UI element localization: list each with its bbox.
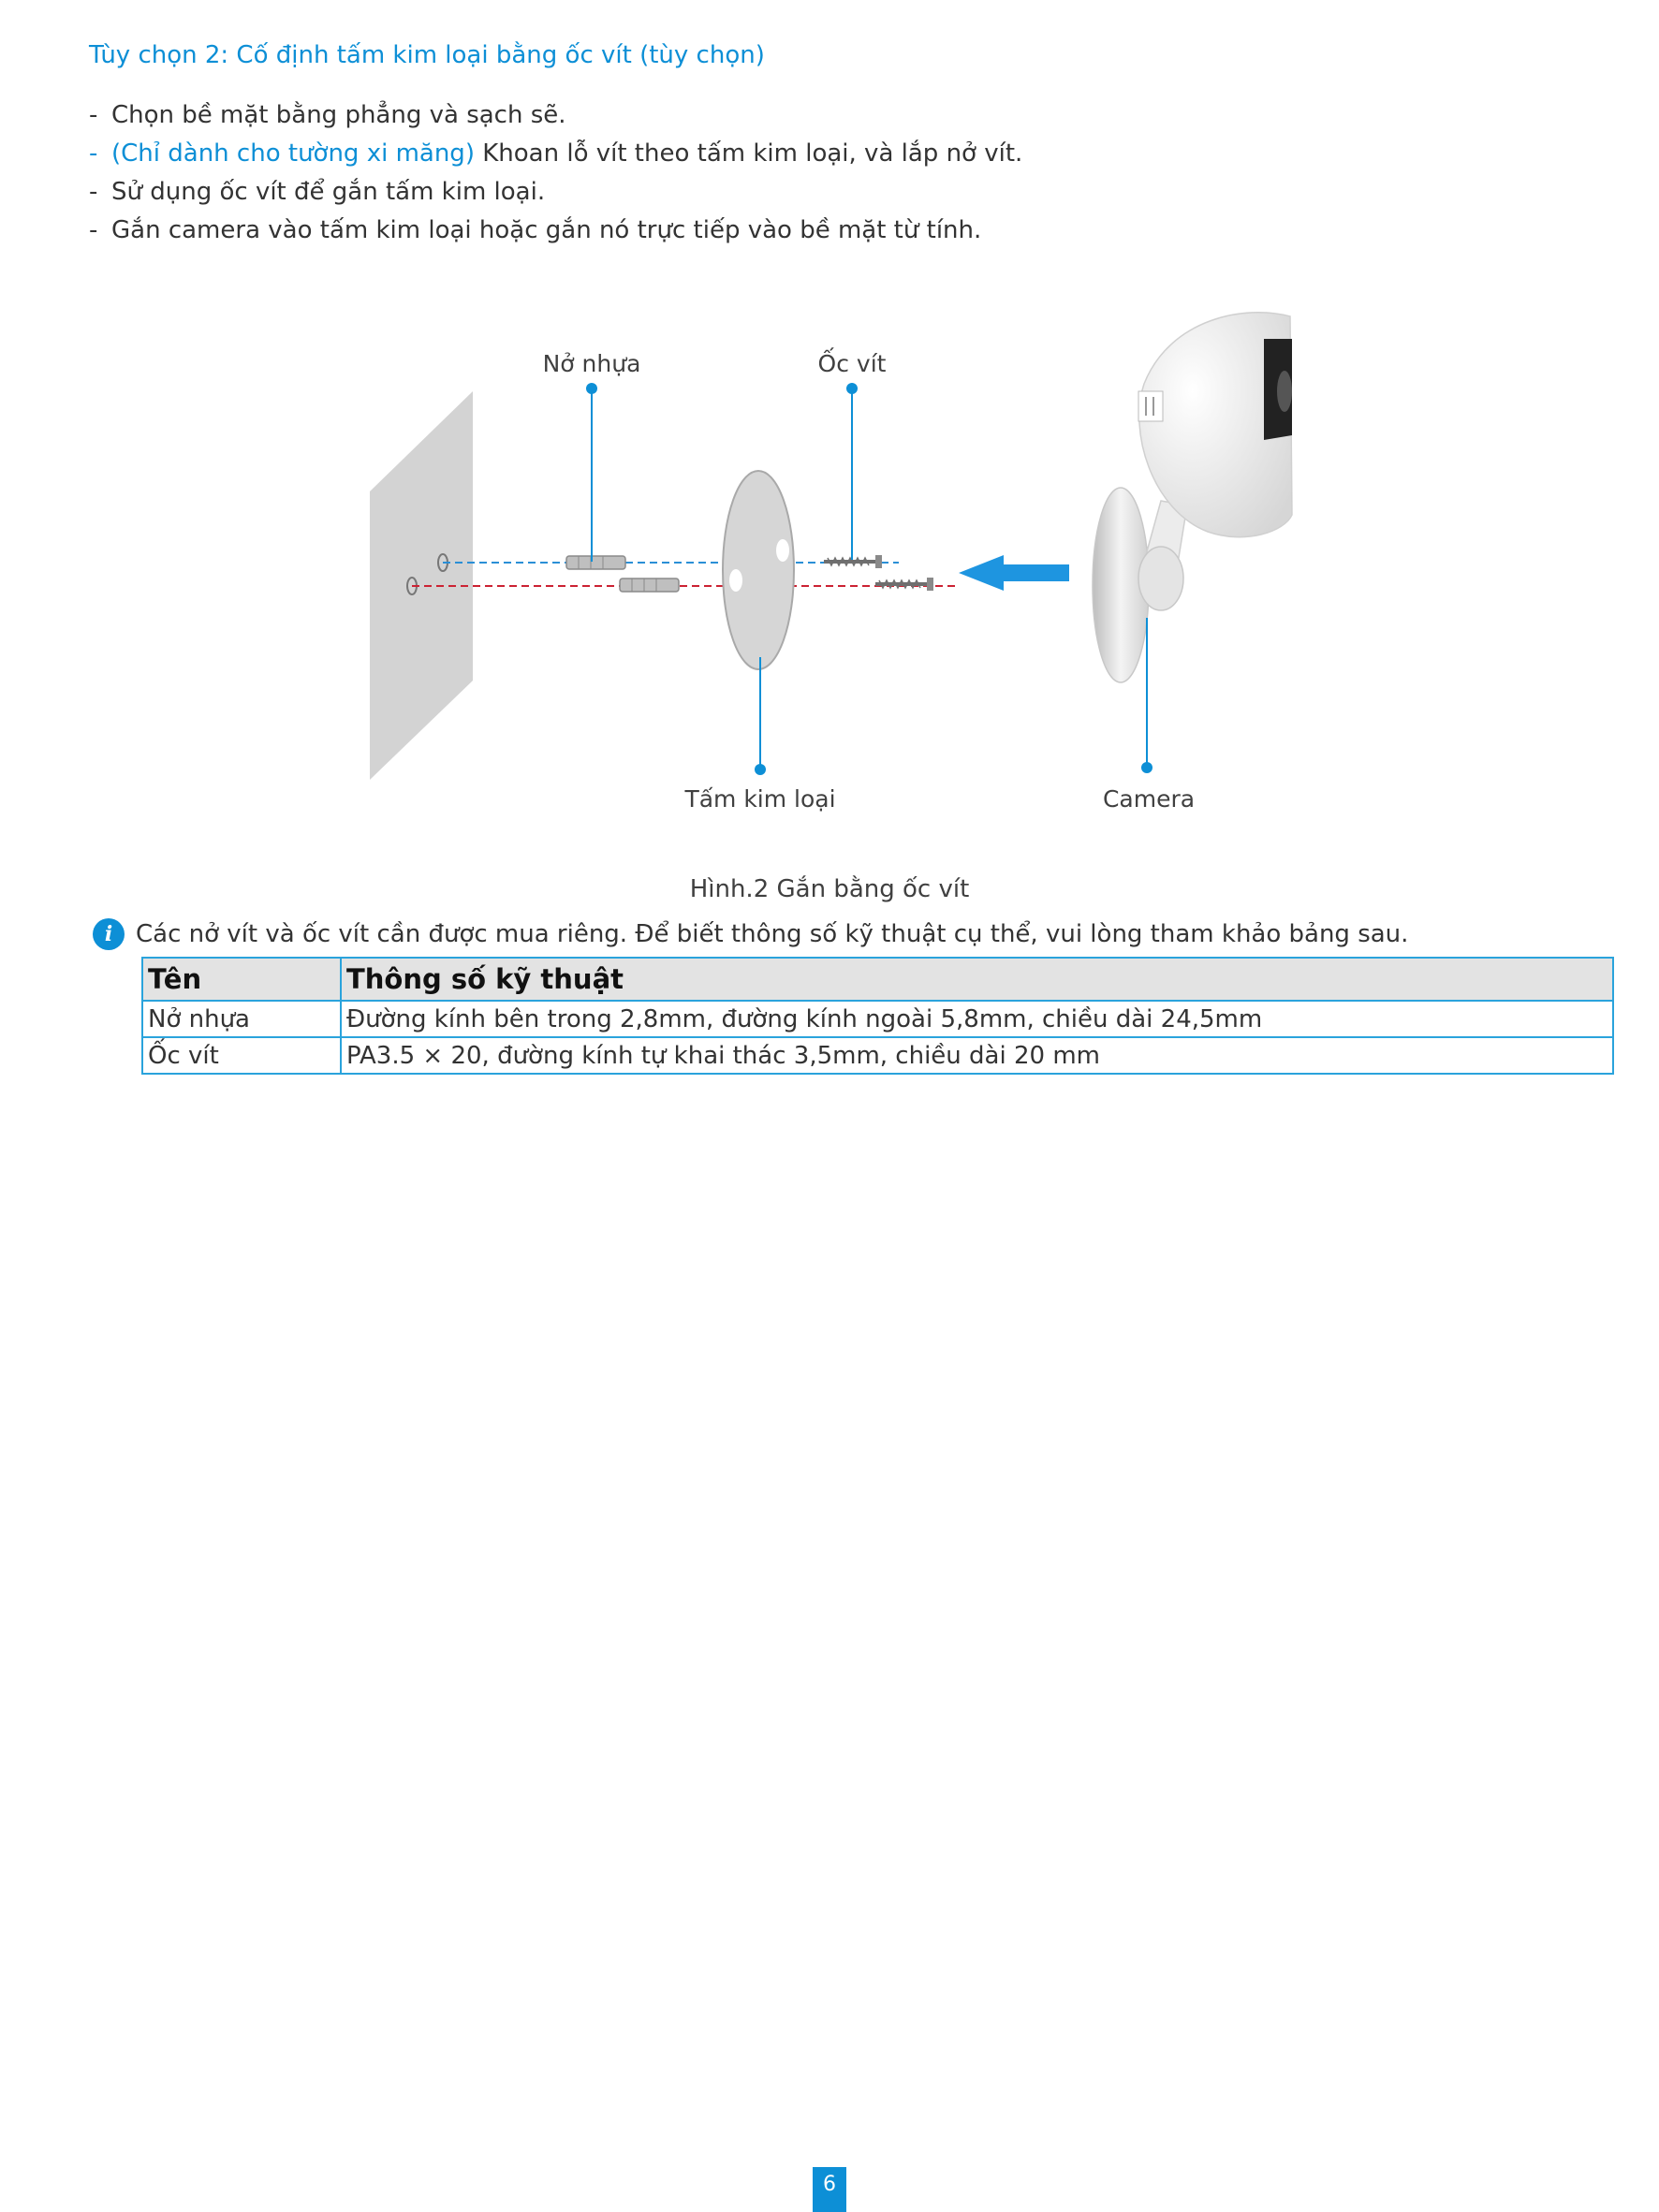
table-header-row	[142, 958, 1613, 1001]
plate-hole	[729, 569, 742, 592]
column-header: Thông số kỹ thuật	[341, 958, 1613, 1001]
table-row	[142, 1037, 1613, 1074]
step-text: Khoan lỗ vít theo tấm kim loại, và lắp nở vít.	[474, 139, 1023, 168]
step-text: Chọn bề mặt bằng phẳng và sạch sẽ.	[111, 101, 566, 129]
plastic-anchor	[566, 556, 625, 569]
step-text: Sử dụng ốc vít để gắn tấm kim loại.	[111, 178, 546, 206]
callout-dot	[586, 383, 597, 394]
steps-list	[89, 96, 1022, 250]
table-cell: Nở nhựa	[142, 1001, 341, 1037]
page-number: 6	[813, 2167, 846, 2212]
callout-dot	[755, 764, 766, 775]
info-note	[93, 918, 1408, 950]
step-highlight: (Chỉ dành cho tường xi măng)	[111, 139, 475, 168]
screw	[875, 578, 933, 591]
list-item: - Gắn camera vào tấm kim loại hoặc gắn nó trực tiếp vào bề mặt từ tính.	[89, 216, 982, 244]
camera-device	[1093, 313, 1292, 682]
section-heading: Tùy chọn 2: Cố định tấm kim loại bằng ốc vít (tùy chọn)	[89, 41, 765, 69]
wall-surface	[370, 391, 473, 780]
plastic-anchor	[620, 579, 679, 592]
callout-dot	[1141, 762, 1152, 773]
table-cell: Đường kính bên trong 2,8mm, đường kính ngoài 5,8mm, chiều dài 24,5mm	[341, 1001, 1613, 1037]
label-plate: Tấm kim loại	[684, 785, 836, 813]
mounting-diagram	[0, 281, 1659, 842]
list-item: - Sử dụng ốc vít để gắn tấm kim loại.	[89, 178, 546, 206]
list-item: - (Chỉ dành cho tường xi măng) Khoan lỗ vít theo tấm kim loại, và lắp nở vít.	[89, 139, 1023, 168]
spec-table	[141, 957, 1614, 1075]
direction-arrow-icon	[959, 555, 1069, 591]
column-header: Tên	[142, 958, 341, 1001]
table-cell: PA3.5 × 20, đường kính tự khai thác 3,5mm, chiều dài 20 mm	[341, 1037, 1613, 1074]
label-anchor: Nở nhựa	[542, 350, 641, 377]
table-cell: Ốc vít	[142, 1037, 341, 1074]
plate-hole	[776, 539, 789, 562]
label-screw: Ốc vít	[817, 350, 887, 377]
figure-caption: Hình.2 Gắn bằng ốc vít	[689, 875, 970, 903]
info-icon: i	[93, 918, 125, 950]
callout-dot	[846, 383, 858, 394]
list-item: - Chọn bề mặt bằng phẳng và sạch sẽ.	[89, 101, 566, 129]
table-row	[142, 1001, 1613, 1037]
step-text: Gắn camera vào tấm kim loại hoặc gắn nó trực tiếp vào bề mặt từ tính.	[111, 216, 982, 244]
note-text: Các nở vít và ốc vít cần được mua riêng. Để biết thông số kỹ thuật cụ thể, vui lòng tham khảo bảng sau.	[136, 920, 1409, 948]
label-camera: Camera	[1102, 785, 1196, 813]
